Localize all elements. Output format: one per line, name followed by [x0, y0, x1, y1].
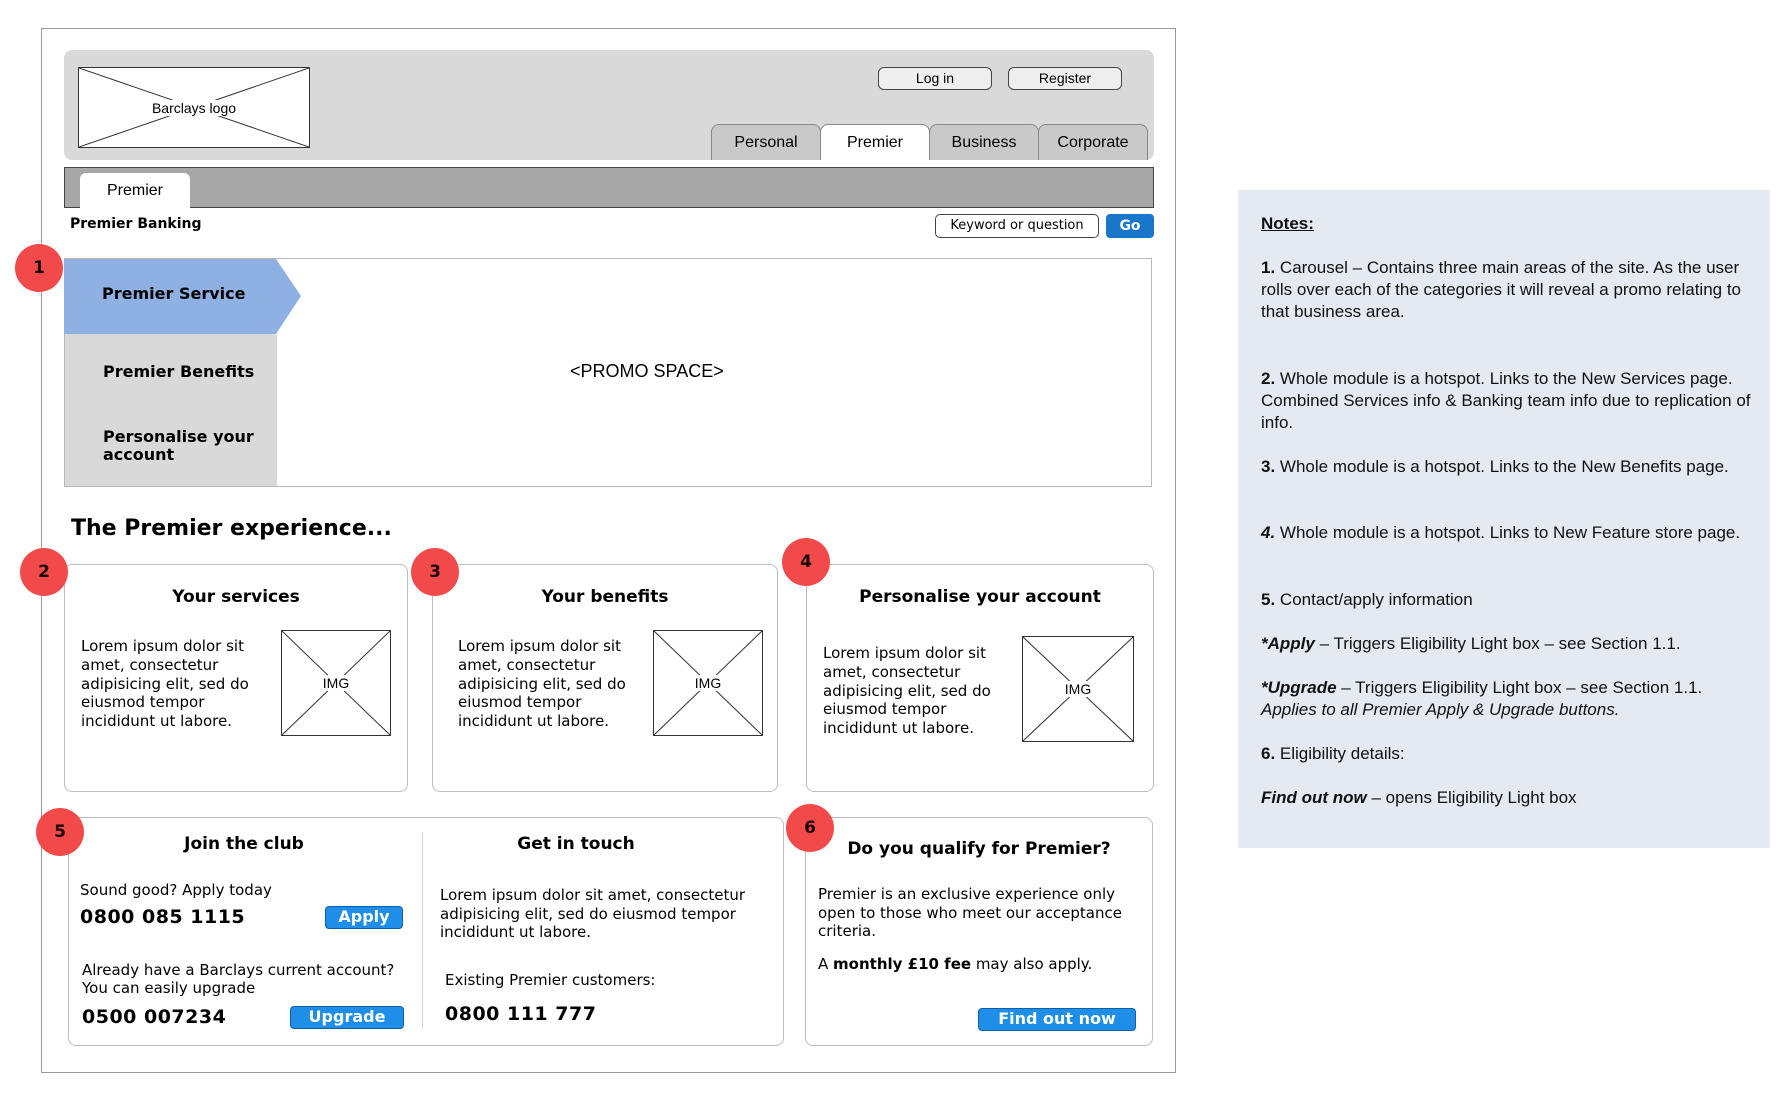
tab-corporate[interactable]: Corporate — [1038, 124, 1148, 160]
carousel-item-label: Premier Benefits — [103, 362, 255, 381]
upgrade-prompt-1: Already have a Barclays current account? — [82, 961, 395, 979]
search-input[interactable]: Keyword or question — [935, 214, 1099, 238]
img-label: IMG — [694, 675, 722, 691]
qualify-body: Premier is an exclusive experience only open to those who meet our acceptance criteria. — [818, 885, 1122, 940]
note-number: 3. — [1261, 457, 1276, 476]
breadcrumb: Premier Banking — [70, 216, 202, 232]
image-placeholder — [1022, 636, 1134, 742]
subnav-tab-premier[interactable]: Premier — [80, 173, 190, 208]
note-2 — [1261, 368, 1756, 434]
note-upgrade-sub: Applies to all Premier Apply & Upgrade buttons. — [1261, 700, 1620, 719]
note-upgrade — [1261, 677, 1756, 699]
note-text: Whole module is a hotspot. Links to the New Benefits page. — [1275, 457, 1729, 476]
note-label: *Upgrade — [1261, 678, 1337, 697]
find-out-now-button[interactable]: Find out now — [978, 1008, 1136, 1031]
image-placeholder — [653, 630, 763, 736]
fee-prefix: A — [818, 955, 834, 973]
carousel-item-premier-service[interactable]: Premier Service — [102, 284, 246, 303]
note-number: 6. — [1261, 744, 1276, 763]
note-number: 5. — [1261, 590, 1276, 609]
note-text: Whole module is a hotspot. Links to New Feature store page. — [1275, 523, 1741, 542]
note-label: Find out now — [1261, 788, 1367, 807]
module-divider — [422, 832, 423, 1028]
logo-label: Barclays logo — [151, 99, 237, 116]
carousel-item-premier-benefits[interactable] — [65, 334, 277, 410]
join-title: Join the club — [184, 834, 304, 854]
card-your-services[interactable] — [64, 564, 408, 792]
sub-navigation — [64, 167, 1154, 208]
existing-customers-phone: 0800 111 777 — [445, 1003, 597, 1025]
promo-space: <PROMO SPACE> — [570, 361, 724, 381]
note-text: – Triggers Eligibility Light box – see Section 1.1. — [1336, 678, 1703, 697]
note-number: 4. — [1261, 523, 1276, 542]
login-button[interactable]: Log in — [878, 67, 992, 90]
tab-premier[interactable]: Premier — [820, 124, 930, 160]
note-1 — [1261, 257, 1756, 323]
annotation-badge: 3 — [411, 548, 459, 596]
note-label: *Apply — [1261, 634, 1315, 653]
note-text: Carousel – Contains three main areas of the site. As the user rolls over each of the categories it will reveal a promo relating to that business area. — [1261, 258, 1742, 321]
note-number: 2. — [1261, 369, 1276, 388]
register-button[interactable]: Register — [1008, 67, 1122, 90]
card-title: Personalise your account — [859, 587, 1101, 607]
note-number: 1. — [1261, 258, 1276, 277]
contact-body: Lorem ipsum dolor sit amet, consectetur adipisicing elit, sed do eiusmod tempor incididunt ut labore. — [440, 886, 746, 941]
note-text: Eligibility details: — [1275, 744, 1405, 763]
card-body: Lorem ipsum dolor sit amet, consectetur adipisicing elit, sed do eiusmod tempor incididunt ut labore. — [81, 637, 249, 731]
img-label: IMG — [1064, 681, 1092, 697]
note-4 — [1261, 522, 1756, 544]
apply-prompt: Sound good? Apply today — [80, 881, 272, 899]
carousel-item-label: Personalise your account — [103, 427, 254, 464]
section-heading: The Premier experience... — [71, 516, 392, 541]
annotation-badge: 5 — [36, 808, 84, 856]
note-apply — [1261, 633, 1756, 655]
note-5 — [1261, 589, 1756, 611]
card-body: Lorem ipsum dolor sit amet, consectetur adipisicing elit, sed do eiusmod tempor incididunt ut labore. — [823, 644, 991, 738]
tab-business[interactable]: Business — [929, 124, 1039, 160]
note-find-out — [1261, 787, 1756, 809]
note-text: Whole module is a hotspot. Links to the New Services page. Combined Services info & Banking team info due to replication of info. — [1261, 369, 1751, 432]
apply-phone: 0800 085 1115 — [80, 906, 246, 928]
annotation-badge: 6 — [786, 804, 834, 852]
note-6 — [1261, 743, 1756, 765]
carousel-item-personalise[interactable] — [65, 410, 277, 486]
note-text: – Triggers Eligibility Light box – see Section 1.1. — [1314, 634, 1681, 653]
card-title: Your services — [172, 587, 300, 607]
existing-customers-label: Existing Premier customers: — [445, 971, 656, 989]
fee-suffix: may also apply. — [971, 955, 1093, 973]
note-text: Contact/apply information — [1275, 590, 1473, 609]
apply-button[interactable]: Apply — [325, 906, 403, 929]
qualify-fee — [818, 955, 1092, 974]
note-3 — [1261, 456, 1756, 478]
image-placeholder — [281, 630, 391, 736]
card-body: Lorem ipsum dolor sit amet, consectetur adipisicing elit, sed do eiusmod tempor incididunt ut labore. — [458, 637, 626, 731]
qualify-title: Do you qualify for Premier? — [847, 839, 1111, 859]
fee-amount: monthly £10 fee — [833, 955, 972, 973]
tab-personal[interactable]: Personal — [711, 124, 821, 160]
contact-title: Get in touch — [517, 834, 635, 854]
card-personalise-account[interactable] — [806, 564, 1154, 792]
annotation-badge: 2 — [20, 548, 68, 596]
card-title: Your benefits — [541, 587, 669, 607]
upgrade-phone: 0500 007234 — [82, 1006, 227, 1028]
go-button[interactable]: Go — [1106, 214, 1154, 238]
annotation-badge: 1 — [15, 244, 63, 292]
card-your-benefits[interactable] — [432, 564, 778, 792]
upgrade-button[interactable]: Upgrade — [290, 1006, 404, 1029]
upgrade-prompt-2: You can easily upgrade — [82, 979, 256, 997]
img-label: IMG — [322, 675, 350, 691]
note-text: – opens Eligibility Light box — [1366, 788, 1577, 807]
barclays-logo[interactable] — [78, 67, 310, 148]
notes-heading: Notes: — [1261, 214, 1314, 233]
annotation-badge: 4 — [782, 538, 830, 586]
